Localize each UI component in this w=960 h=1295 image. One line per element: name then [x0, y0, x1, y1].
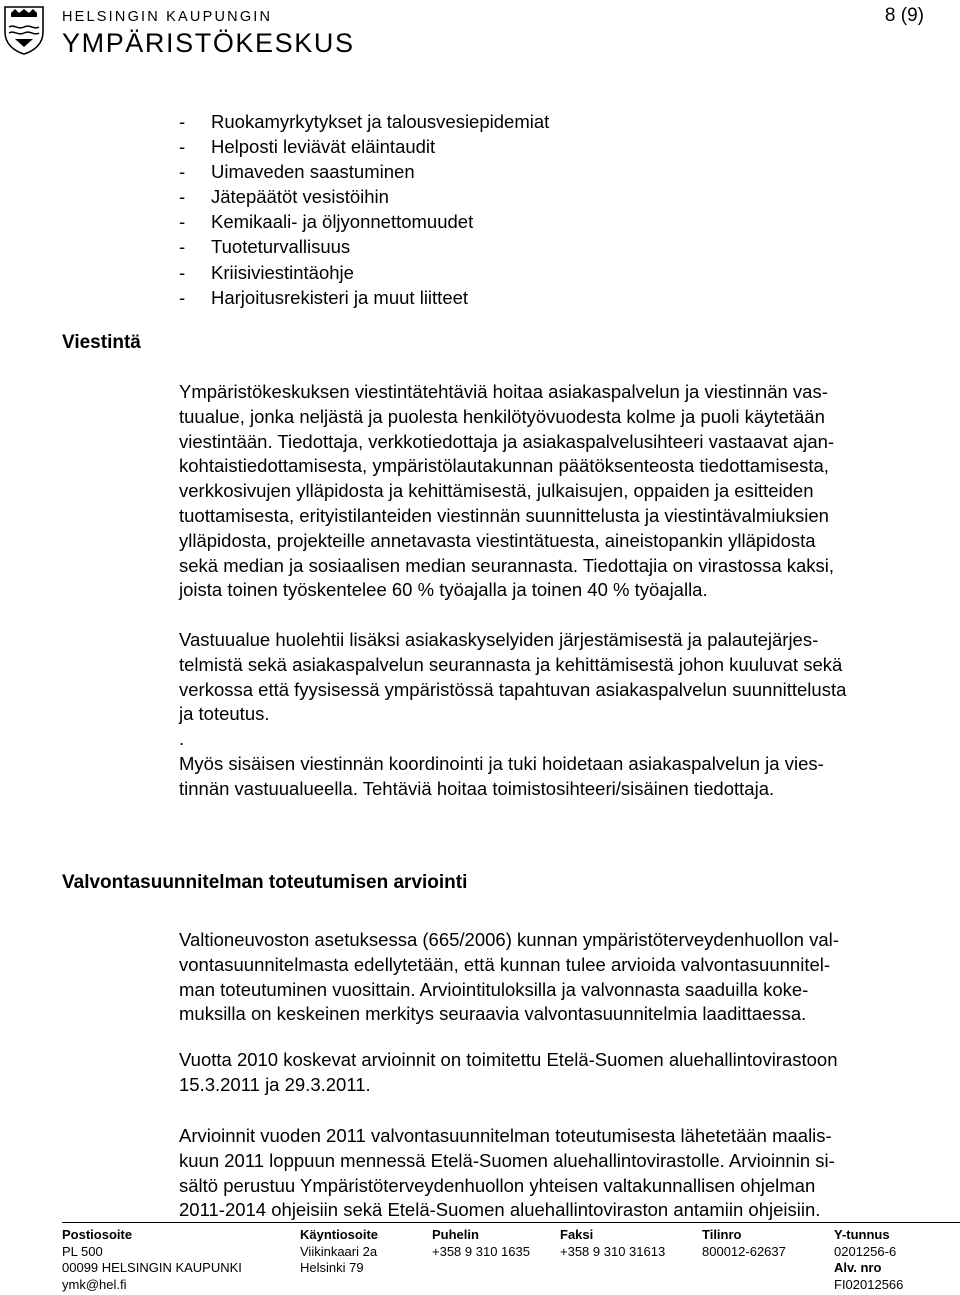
- appendix-list: [179, 109, 549, 310]
- list-item: - Harjoitusrekisteri ja muut liitteet: [179, 286, 469, 308]
- section-heading-valvonta: Valvontasuunnitelman toteutumisen arviointi: [62, 872, 468, 893]
- list-item: - Helposti leviävät eläintaudit: [179, 136, 436, 158]
- page-number: 8 (9): [884, 5, 924, 26]
- section-heading-viestinta: Viestintä: [62, 332, 141, 353]
- list-item: - Ruokamyrkytykset ja talousvesiepidemiat: [179, 111, 550, 132]
- footer-postal-address: Postiosoite PL 500 00099 HELSINGIN KAUPUNKI ymk@hel.fi: [62, 1227, 242, 1292]
- footer-business-id: Y-tunnus 0201256-6 Alv. nro FI02012566: [834, 1227, 904, 1292]
- organization-name: HELSINGIN KAUPUNGIN: [62, 9, 273, 25]
- list-item: - Uimaveden saastuminen: [179, 161, 415, 183]
- footer-email: ymk@hel.fi: [62, 1276, 127, 1292]
- viestinta-paragraph-2: Vastuualue huolehtii lisäksi asiakaskyselyiden järjestämisestä ja palautejärjes- telmistä sekä asiakaspalvelun seurannasta ja kehittämisestä johon kuuluvat sekä verkossa että fyysisessä ympäristössä tapahtuvan asiakaspalvelun suunnittelusta ja toteutus. . Myös sisäisen viestinnän koordinointi ja tuki hoidetaan asiakaspalvelun ja vies- tinnän vastuualueella. Tehtäviä hoitaa toimistosihteeri/sisäinen tiedottaja.: [179, 629, 847, 799]
- list-item: - Kemikaali- ja öljyonnettomuudet: [179, 211, 474, 233]
- list-item: - Jätepäätöt vesistöihin: [179, 186, 389, 208]
- valvonta-paragraph-2: Vuotta 2010 koskevat arvioinnit on toimitettu Etelä-Suomen aluehallintovirastoon 15.3.2011 ja 29.3.2011.: [179, 1049, 838, 1095]
- footer-account-number: Tilinro 800012-62637: [702, 1227, 786, 1259]
- footer-phone: Puhelin +358 9 310 1635: [432, 1227, 530, 1259]
- department-name: YMPÄRISTÖKESKUS: [62, 28, 355, 58]
- valvonta-paragraph-3: Arvioinnit vuoden 2011 valvontasuunnitelman toteutumisesta lähetetään maalis- kuun 2011 loppuun mennessä Etelä-Suomen aluehallintovirastolle. Arvioinnin si- sältö perustuu Ympäristöterveydenhuollon yhteisen valtakunnallisen ohjelman 2011-2014 ohjeisiin sekä Etelä-Suomen aluehallintoviraston antamiin ohjeisiin.: [179, 1125, 835, 1221]
- footer-visiting-address: Käyntiosoite Viikinkaari 2a Helsinki 79: [300, 1227, 379, 1276]
- valvonta-paragraph-1: Valtioneuvoston asetuksessa (665/2006) kunnan ympäristöterveydenhuollon val- vontasuunnitelmasta edellytetään, että kunnan tulee arvioida valvontasuunnitel- man toteutuminen vuosittain. Arviointituloksilla ja valvonnasta saaduilla koke- muksilla on keskeinen merkitys seuraavia valvontasuunnitelmia laadittaessa.: [179, 929, 839, 1025]
- footer-fax: Faksi +358 9 310 31613: [560, 1227, 666, 1259]
- viestinta-paragraph-1: Ympäristökeskuksen viestintätehtäviä hoitaa asiakaspalvelun ja viestinnän vas- tuualue, jonka neljästä ja puolesta henkilötyövuodesta kolme ja puoli käytetään viestintään. Tiedottaja, verkkotiedottaja ja asiakaspalvelusihteeri vastaavat ajan- kohtaistiedottamisesta, ympäristölautakunnan päätöksenteosta tiedottamisesta, verkkosivujen ylläpidosta ja kehittämisestä, julkaisujen, oppaiden ja esitteiden tuottamisesta, erityistilanteiden viestinnän suunnittelusta ja viestintävalmiuksien ylläpidosta, projekteille annetavasta viestintätuesta, aineistopankin ylläpidosta sekä median ja sosiaalisen median seurannasta. Tiedottajia on virastossa kaksi, joista toinen työskentelee 60 % työajalla ja toinen 40 % työajalla.: [179, 381, 835, 601]
- city-crest-logo: [2, 4, 46, 56]
- footer: [62, 1222, 960, 1292]
- list-item: - Tuoteturvallisuus: [179, 236, 351, 258]
- list-item: - Kriisiviestintäohje: [179, 261, 354, 283]
